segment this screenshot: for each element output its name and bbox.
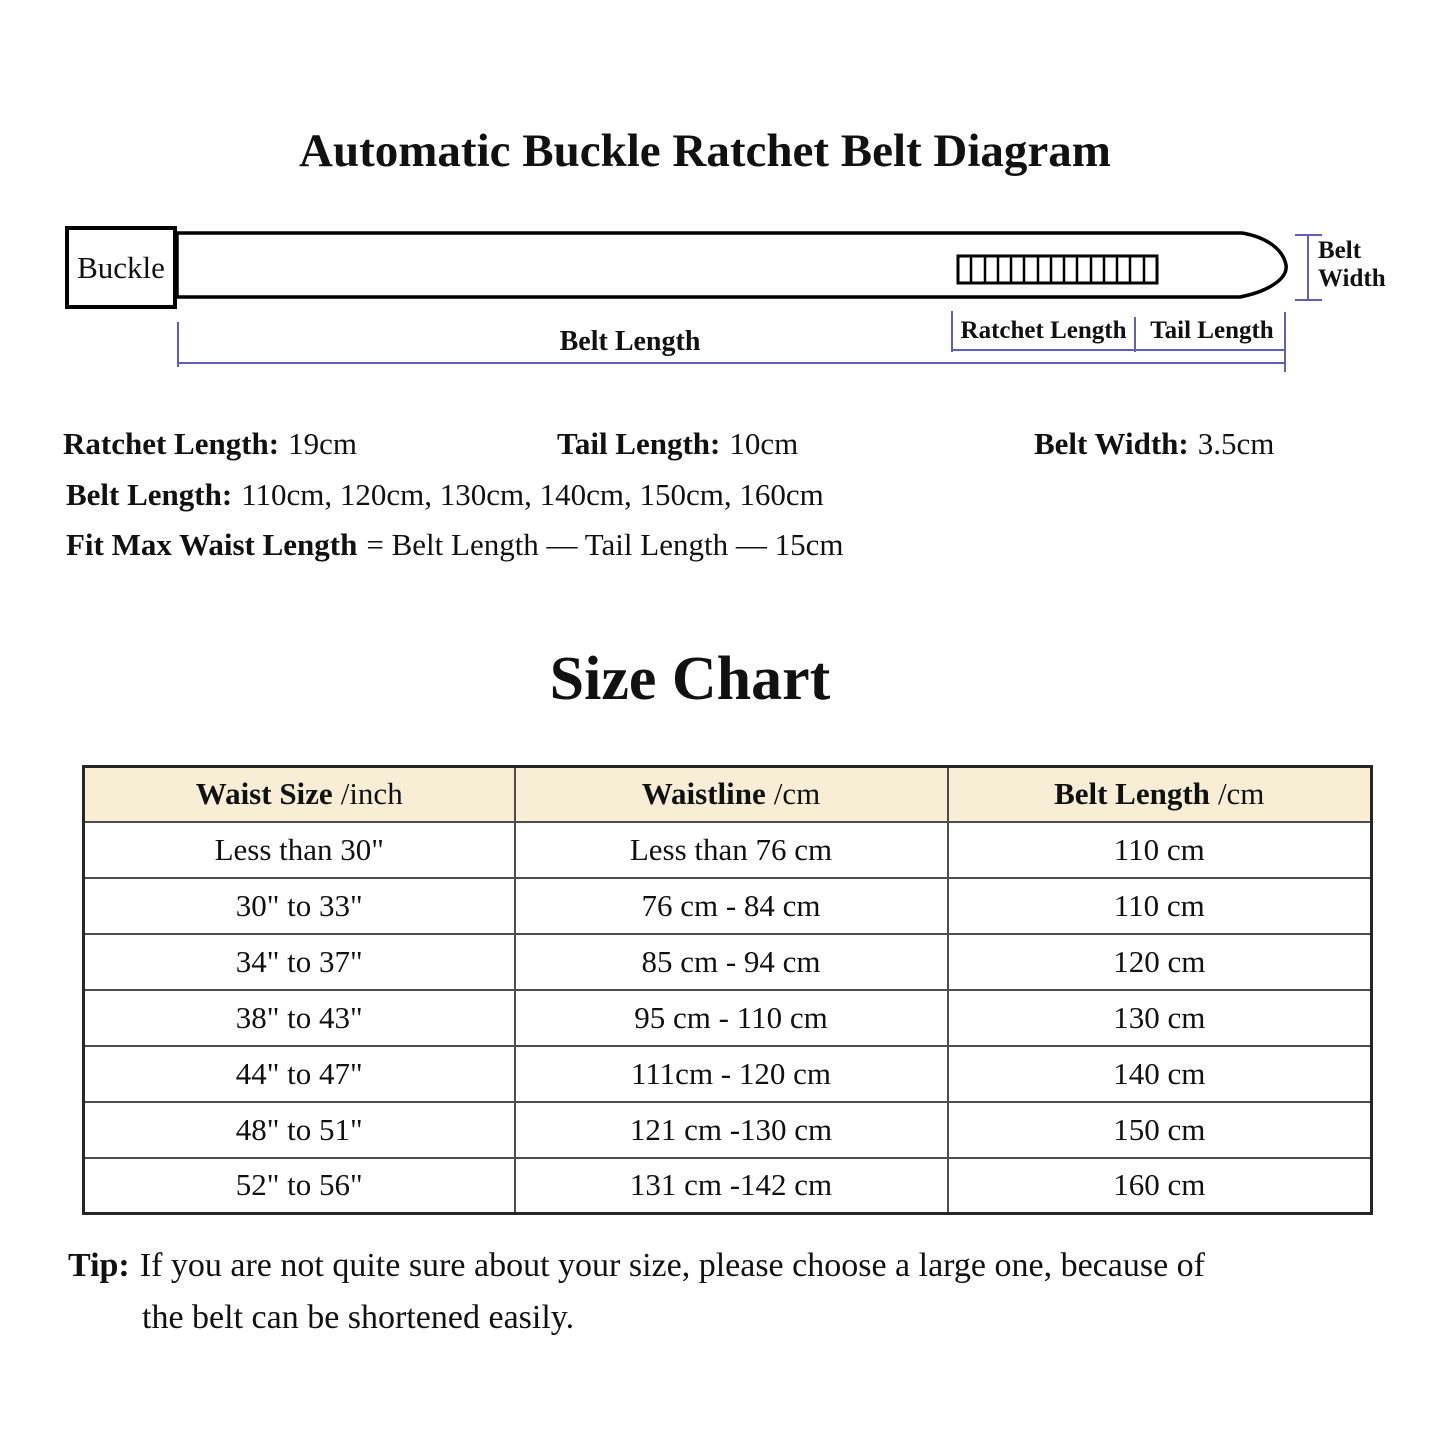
cell-waistline: Less than 76 cm xyxy=(515,822,948,878)
table-row xyxy=(84,822,1372,878)
cell-waist-size: 38" to 43" xyxy=(84,990,515,1046)
cell-belt-length: 110 cm xyxy=(948,878,1372,934)
buckle-box xyxy=(65,226,177,309)
table-row xyxy=(84,878,1372,934)
tip-text-line2: the belt can be shortened easily. xyxy=(142,1299,575,1336)
column-header-waist-size: Waist Size /inch xyxy=(84,767,515,822)
spec-belt-length xyxy=(66,477,824,513)
tip-note xyxy=(68,1240,1383,1344)
spec-value: 10cm xyxy=(729,426,799,461)
cell-belt-length: 160 cm xyxy=(948,1158,1372,1214)
tip-text-line1: If you are not quite sure about your size, please choose a large one, because of xyxy=(139,1247,1205,1284)
column-header-belt-length: Belt Length /cm xyxy=(948,767,1372,822)
spec-ratchet-length xyxy=(63,426,357,462)
spec-label: Belt Width: xyxy=(1034,426,1189,461)
table-row xyxy=(84,934,1372,990)
page-title: Automatic Buckle Ratchet Belt Diagram xyxy=(299,125,1111,177)
cell-waistline: 131 cm -142 cm xyxy=(515,1158,948,1214)
column-header-waistline: Waistline /cm xyxy=(515,767,948,822)
spec-label: Ratchet Length: xyxy=(63,426,280,461)
cell-waistline: 85 cm - 94 cm xyxy=(515,934,948,990)
spec-tail-length xyxy=(557,426,798,462)
cell-waistline: 76 cm - 84 cm xyxy=(515,878,948,934)
cell-waist-size: 48" to 51" xyxy=(84,1102,515,1158)
cell-waistline: 111cm - 120 cm xyxy=(515,1046,948,1102)
tip-label: Tip: xyxy=(68,1247,130,1284)
ratchet-length-dimension-label: Ratchet Length xyxy=(960,317,1127,344)
size-chart-heading: Size Chart xyxy=(549,645,831,713)
spec-value: 3.5cm xyxy=(1197,426,1275,461)
belt-width-dimension-label: Belt Width xyxy=(1318,237,1386,292)
cell-waist-size: 44" to 47" xyxy=(84,1046,515,1102)
spec-label: Belt Length: xyxy=(66,477,233,512)
spec-label: Fit Max Waist Length xyxy=(66,527,358,562)
cell-belt-length: 140 cm xyxy=(948,1046,1372,1102)
table-row xyxy=(84,990,1372,1046)
buckle-label: Buckle xyxy=(77,249,165,285)
cell-belt-length: 130 cm xyxy=(948,990,1372,1046)
cell-waistline: 95 cm - 110 cm xyxy=(515,990,948,1046)
table-header-row xyxy=(84,767,1372,822)
belt-length-dimension-label: Belt Length xyxy=(559,326,701,357)
tail-length-dimension-label: Tail Length xyxy=(1150,317,1274,344)
spec-belt-width xyxy=(1034,426,1274,462)
table-row xyxy=(84,1046,1372,1102)
cell-waistline: 121 cm -130 cm xyxy=(515,1102,948,1158)
cell-waist-size: 30" to 33" xyxy=(84,878,515,934)
size-chart-table xyxy=(82,765,1373,1215)
cell-waist-size: 34" to 37" xyxy=(84,934,515,990)
cell-belt-length: 120 cm xyxy=(948,934,1372,990)
cell-belt-length: 150 cm xyxy=(948,1102,1372,1158)
spec-value: 110cm, 120cm, 130cm, 140cm, 150cm, 160cm xyxy=(241,477,824,512)
cell-waist-size: 52" to 56" xyxy=(84,1158,515,1214)
cell-belt-length: 110 cm xyxy=(948,822,1372,878)
spec-value: 19cm xyxy=(288,426,357,461)
spec-value: = Belt Length — Tail Length — 15cm xyxy=(366,527,844,562)
ratchet-teeth xyxy=(958,256,1157,283)
spec-label: Tail Length: xyxy=(557,426,721,461)
table-row xyxy=(84,1158,1372,1214)
table-row xyxy=(84,1102,1372,1158)
cell-waist-size: Less than 30" xyxy=(84,822,515,878)
spec-fit-formula xyxy=(66,527,843,563)
